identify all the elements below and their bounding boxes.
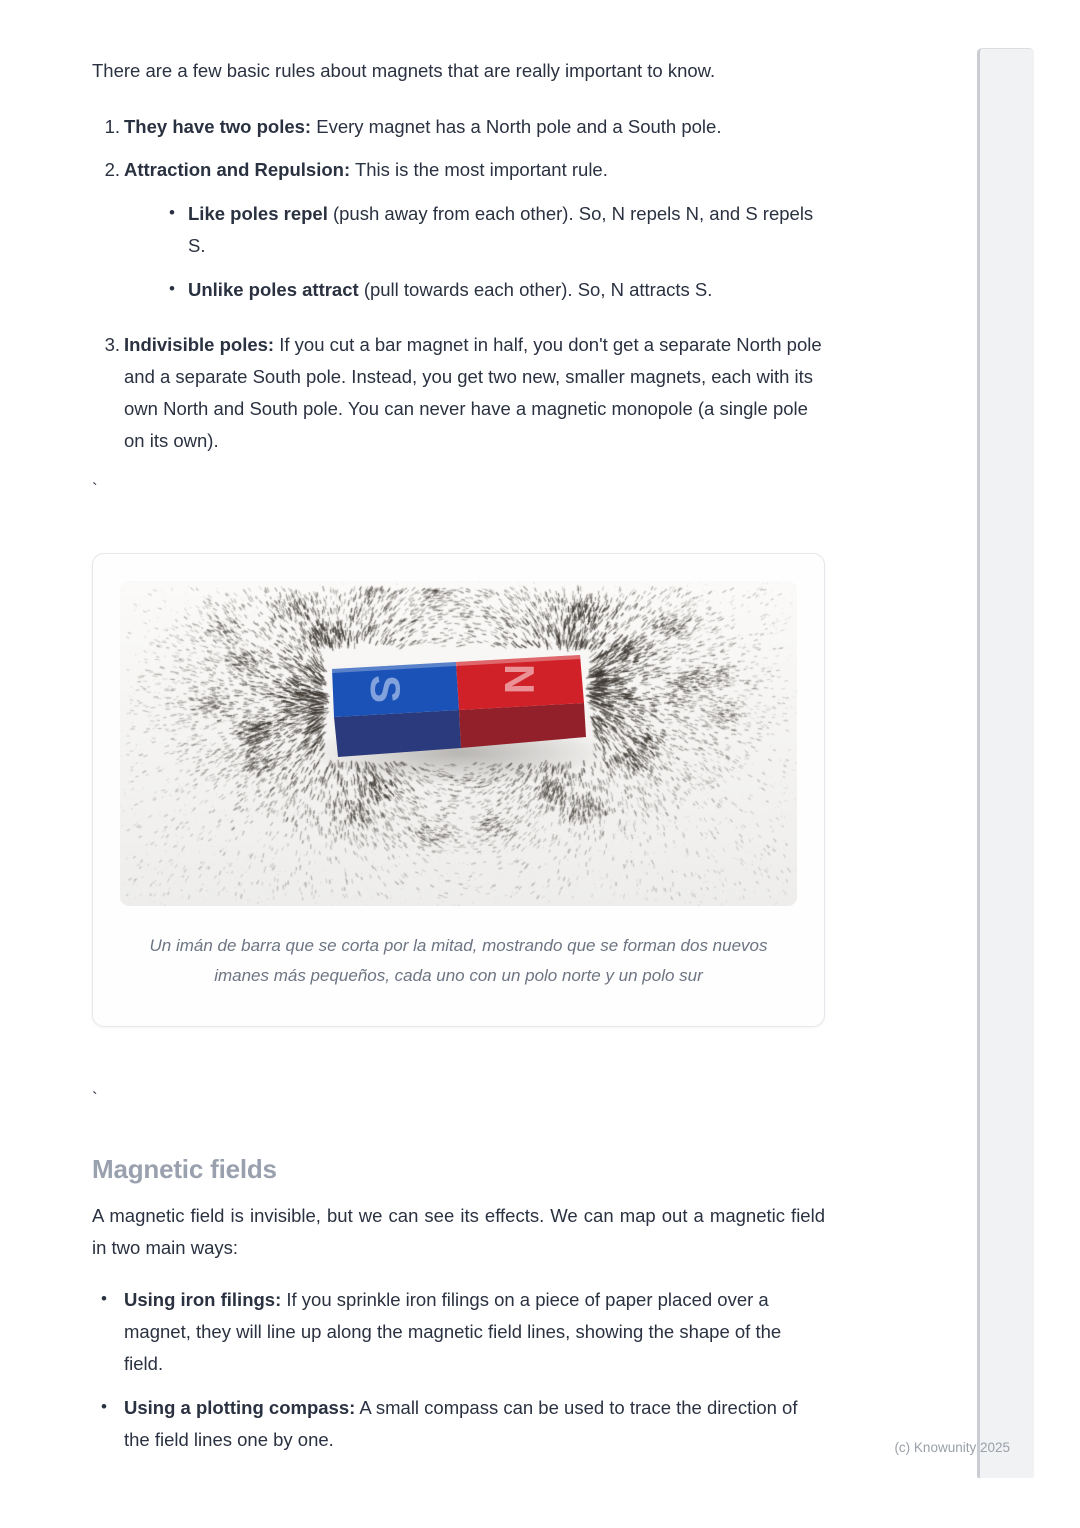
- copyright-notice: (c) Knowunity 2025: [894, 1440, 1010, 1455]
- section-heading: Magnetic fields: [92, 1154, 277, 1184]
- figure-card: [92, 553, 825, 1027]
- bullet-icon: •: [101, 1397, 107, 1416]
- sub-title: Unlike poles attract: [188, 279, 359, 300]
- south-pole-label: S: [361, 674, 409, 704]
- stray-backtick: `: [92, 1089, 98, 1108]
- rule-title: Attraction and Repulsion:: [124, 159, 351, 180]
- rule-title: They have two poles:: [124, 116, 312, 137]
- rule-item-indivisible-poles: [92, 329, 825, 457]
- magnet-blue-front: [334, 710, 461, 757]
- bar-magnet-illustration: [120, 581, 797, 906]
- sub-item-unlike-poles: [124, 274, 825, 306]
- method-body: If you sprinkle iron filings on a piece of paper placed over a magnet, they will line up along the magnetic field lines, showing the shape of the field.: [124, 1289, 782, 1374]
- rule-item-attraction-repulsion: [92, 154, 825, 306]
- rule-body: Every magnet has a North pole and a South pole.: [316, 116, 722, 137]
- bullet-icon: •: [169, 203, 175, 222]
- method-title: Using a plotting compass:: [124, 1397, 356, 1418]
- sub-title: Like poles repel: [188, 203, 328, 224]
- magnet-photo: [120, 581, 797, 906]
- sub-item-like-poles: [124, 198, 825, 262]
- bullet-icon: •: [169, 279, 175, 298]
- sub-body: (pull towards each other). So, N attracts S.: [363, 279, 713, 300]
- document-page: [92, 0, 825, 1456]
- method-item-iron-filings: [92, 1284, 825, 1380]
- magnet-red-front: [459, 703, 586, 748]
- rule-body: This is the most important rule.: [354, 159, 608, 180]
- method-body: A small compass can be used to trace the direction of the field lines one by one.: [124, 1397, 798, 1450]
- bullet-icon: •: [101, 1289, 107, 1308]
- sub-bullet-list: [124, 198, 825, 306]
- rule-number: 3.: [104, 334, 120, 355]
- intro-paragraph: There are a few basic rules about magnets that are really important to know.: [92, 60, 716, 81]
- rule-title: Indivisible poles:: [124, 334, 275, 355]
- rule-number: 2.: [104, 159, 120, 180]
- rule-item-two-poles: [92, 111, 825, 143]
- north-pole-label: N: [495, 663, 543, 695]
- section-paragraph: A magnetic field is invisible, but we can see its effects. We can map out a magnetic field in two main ways:: [92, 1205, 825, 1258]
- scrollbar-track[interactable]: [977, 48, 1034, 1478]
- rule-number: 1.: [104, 116, 120, 137]
- rule-body: If you cut a bar magnet in half, you don't get a separate North pole and a separate South pole. Instead, you get two new, smaller magnets, each with its own North and South pole. You can never have a magnetic monopole (a single pole on its own).: [124, 334, 822, 451]
- method-item-plotting-compass: [92, 1392, 825, 1456]
- stray-backtick: `: [92, 480, 98, 499]
- methods-list: [92, 1284, 825, 1456]
- figure-caption: Un imán de barra que se corta por la mitad, mostrando que se forman dos nuevos imanes más pequeños, cada uno con un polo norte y un polo sur: [149, 936, 768, 985]
- sub-body: (push away from each other). So, N repels N, and S repels S.: [188, 203, 814, 256]
- method-title: Using iron filings:: [124, 1289, 282, 1310]
- rules-list: [92, 111, 825, 457]
